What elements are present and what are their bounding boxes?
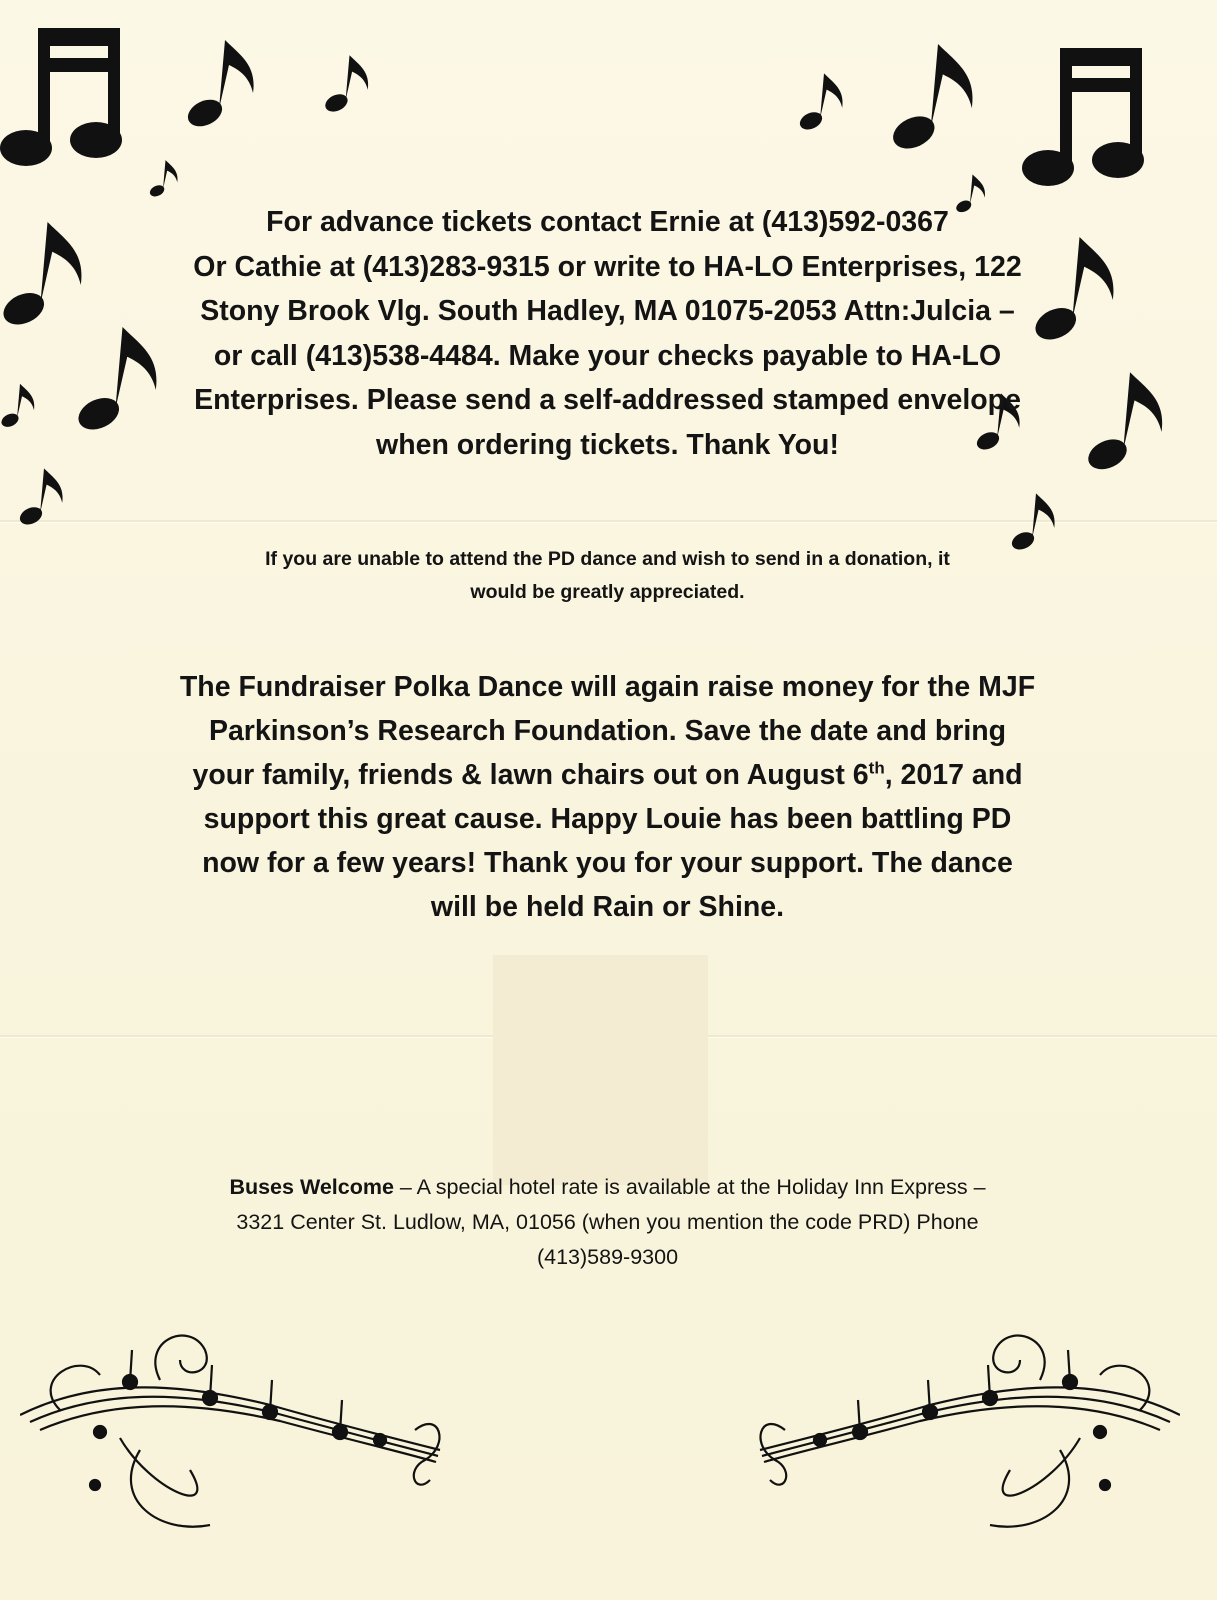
buses-welcome-label: Buses Welcome (229, 1175, 394, 1199)
buses-line-1 (180, 1170, 1035, 1205)
music-staff-swirl-left (20, 1320, 460, 1555)
eighth-note-icon (1085, 365, 1175, 475)
fundraiser-date-post: , 2017 and (884, 759, 1023, 791)
fundraiser-line-6: will be held Rain or Shine. (430, 891, 785, 923)
fundraiser-date-ordinal: th (868, 758, 885, 778)
fundraiser-line-1: The Fundraiser Polka Dance will again raise money for the MJF (179, 671, 1036, 703)
eighth-note-icon (18, 465, 70, 527)
bleed-through-photo (493, 955, 708, 1185)
beamed-notes-icon (1022, 40, 1152, 190)
tickets-line-1: For advance tickets contact Ernie at (413)592-0367 (266, 206, 949, 238)
fundraiser-date-pre: your family, friends & lawn chairs out on August 6 (192, 759, 869, 791)
eighth-note-icon (798, 70, 850, 132)
tickets-line-2: Or Cathie at (413)283-9315 or write to HA-LO Enterprises, 122 (193, 250, 1022, 283)
tickets-line-4: or call (413)538-4484. Make your checks payable to HA-LO (213, 339, 1002, 372)
buses-line-2: 3321 Center St. Ludlow, MA, 01056 (when you mention the code PRD) Phone (236, 1210, 979, 1234)
eighth-note-icon (322, 52, 377, 114)
eighth-note-icon (0, 380, 40, 430)
eighth-note-icon (185, 35, 265, 130)
tickets-line-6: when ordering tickets. Thank You! (376, 428, 839, 461)
buses-line-3: (413)589-9300 (536, 1245, 679, 1269)
eighth-note-icon (888, 38, 988, 153)
advance-tickets-paragraph (150, 200, 1065, 467)
fundraiser-line-4: support this great cause. Happy Louie has been battling PD (203, 803, 1012, 835)
buses-line-1-text: – A special hotel rate is available at the Holiday Inn Express – (393, 1175, 986, 1199)
buses-paragraph (180, 1170, 1035, 1275)
fundraiser-paragraph (160, 665, 1055, 929)
fundraiser-line-2: Parkinson’s Research Foundation. Save the date and bring (208, 715, 1007, 747)
tickets-line-3: Stony Brook Vlg. South Hadley, MA 01075-2053 Attn:Julcia – (200, 295, 1015, 327)
fundraiser-line-3 (160, 753, 1055, 797)
tickets-line-5: Enterprises. Please send a self-addressed stamped envelope (194, 384, 1021, 416)
eighth-note-icon (148, 158, 183, 198)
beamed-notes-icon (0, 20, 130, 170)
donation-line-2: would be greatly appreciated. (470, 581, 745, 603)
music-staff-swirl-right (740, 1320, 1180, 1555)
eighth-note-icon (0, 215, 95, 330)
donation-line-1: If you are unable to attend the PD dance and wish to send in a donation, it (265, 548, 950, 570)
donation-paragraph (190, 543, 1025, 609)
fundraiser-line-5: now for a few years! Thank you for your support. The dance (202, 847, 1013, 879)
